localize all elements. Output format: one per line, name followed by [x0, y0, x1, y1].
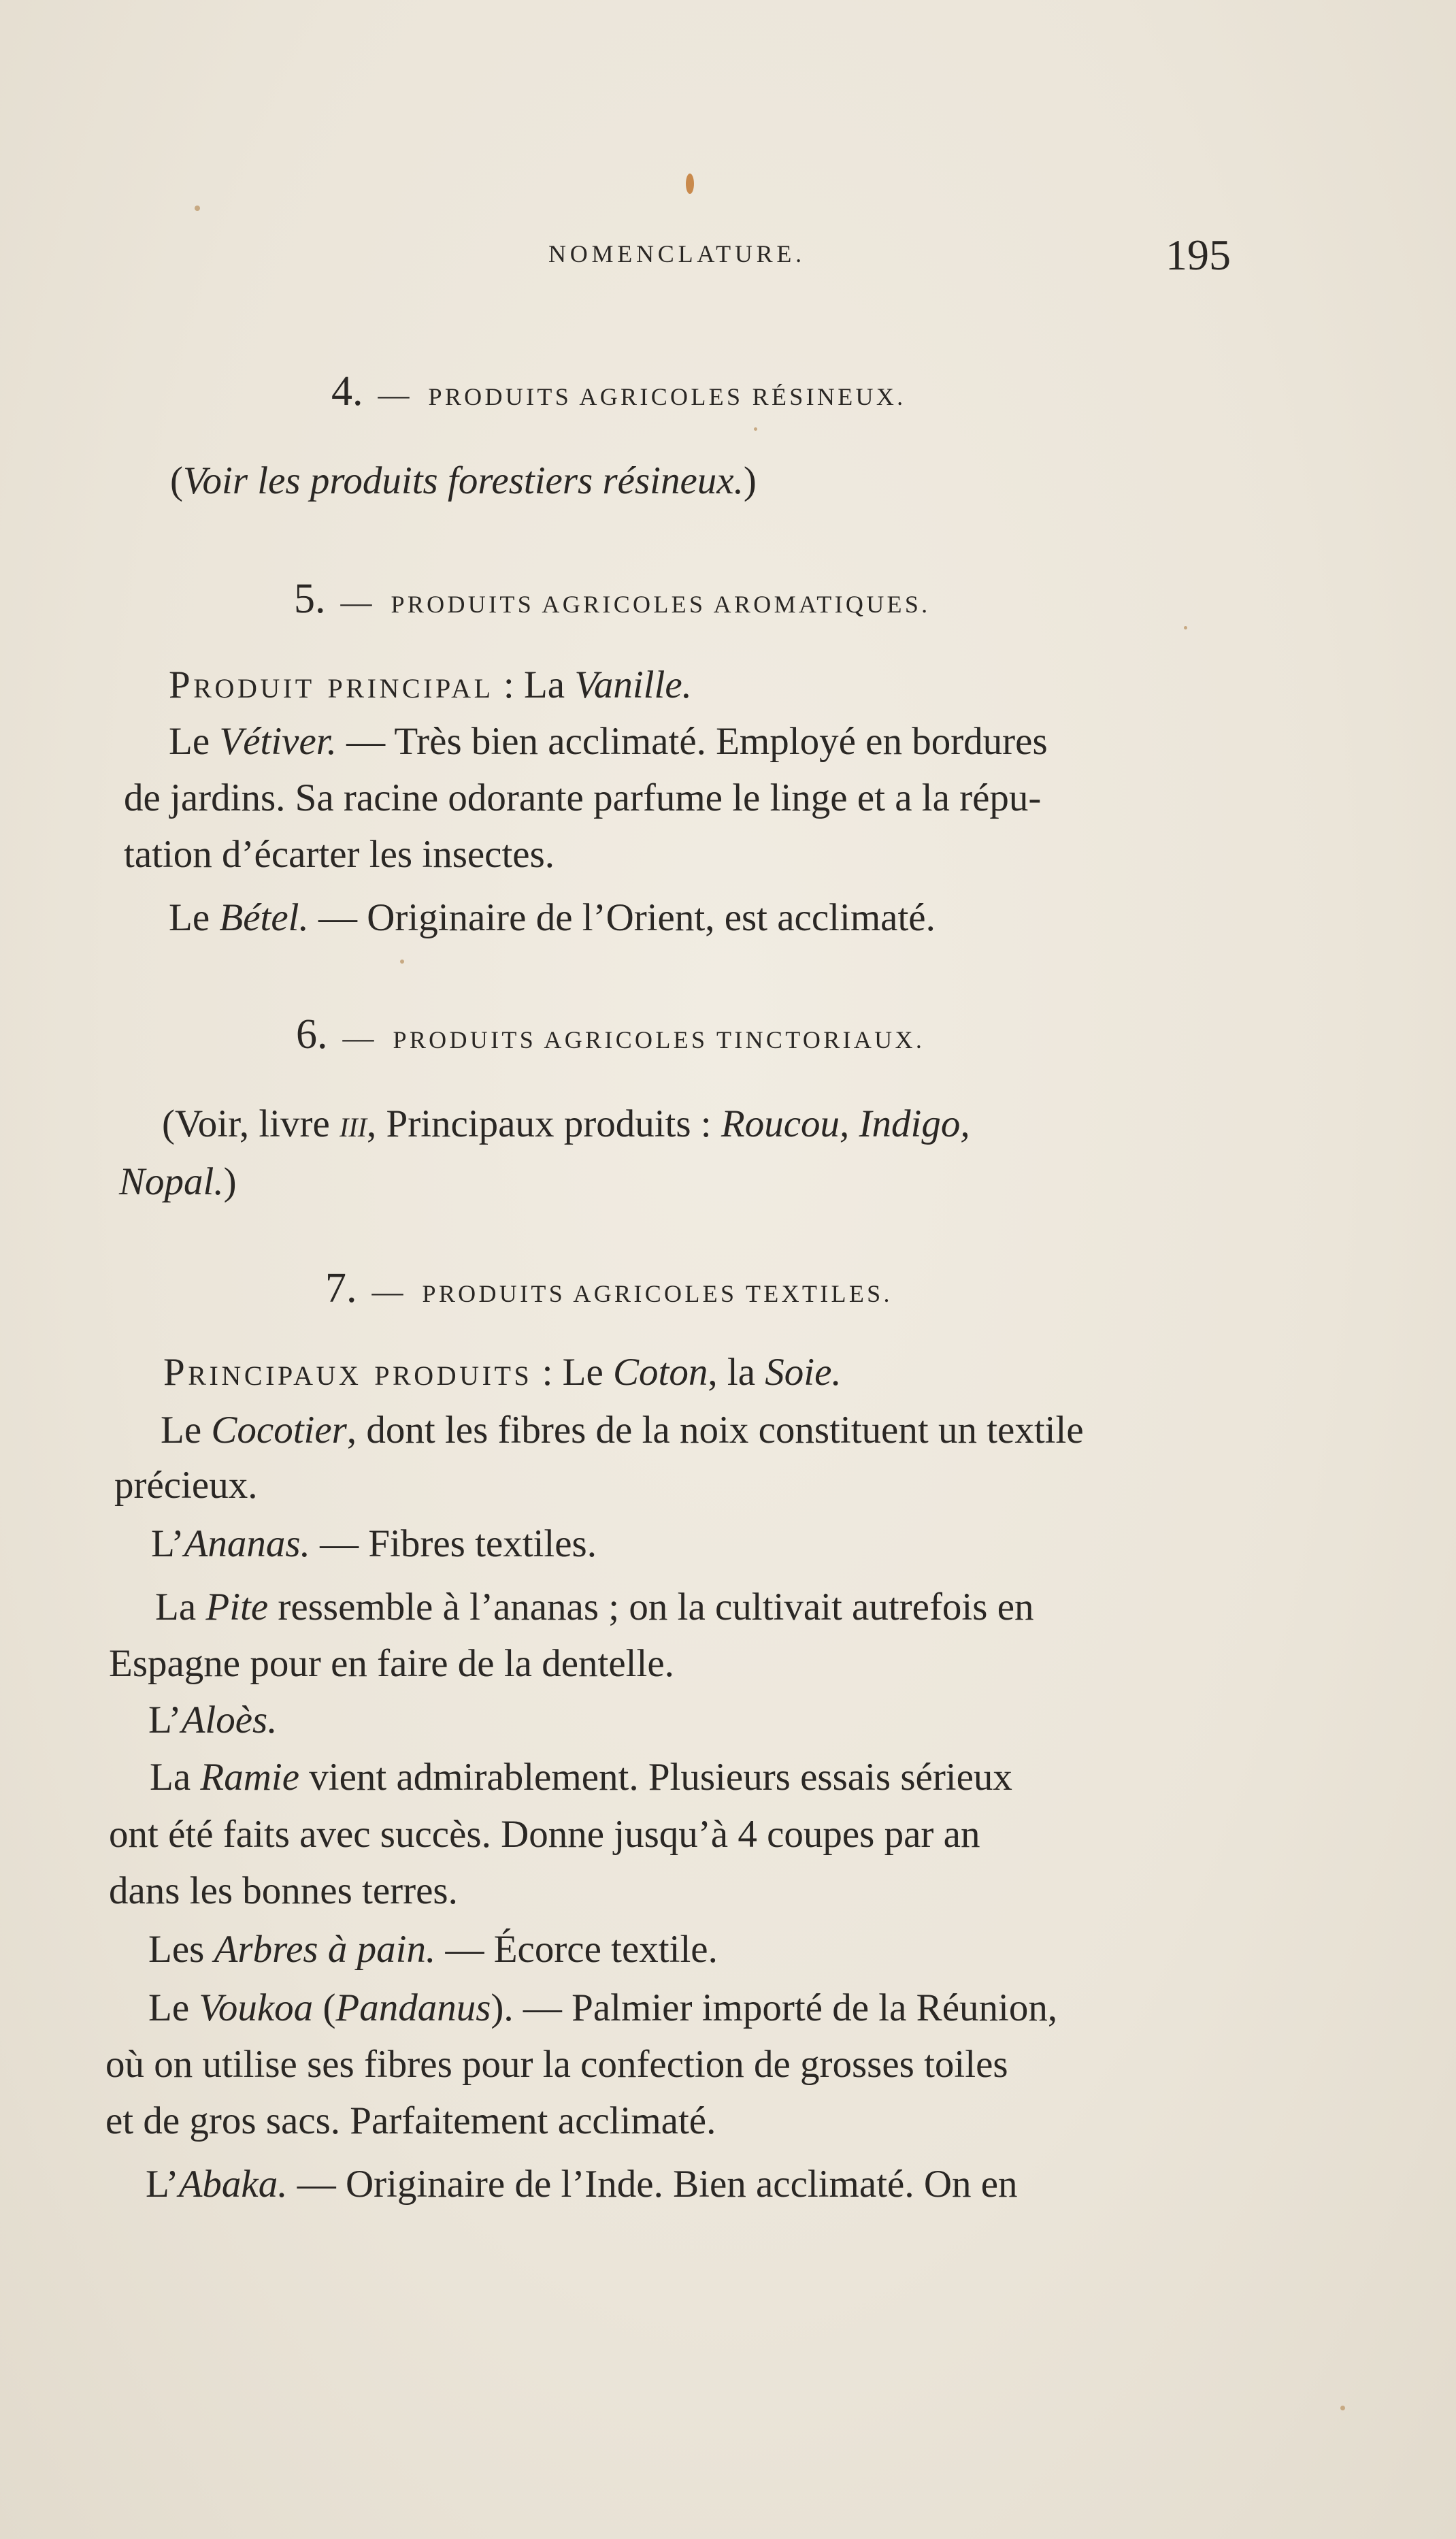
- product-list: Nopal.: [119, 1160, 224, 1203]
- paper-speck: [400, 960, 404, 964]
- section-number: 7.: [325, 1265, 357, 1311]
- principal-value: Vanille.: [574, 664, 692, 706]
- plant-name: Cocotier: [211, 1409, 347, 1452]
- section-4-note: (Voir les produits forestiers résineux.): [170, 459, 757, 502]
- pite-line-1: La Pite ressemble à l’ananas ; on la cultivait autrefois en: [155, 1586, 1034, 1628]
- plant-name: Bétel.: [219, 896, 309, 939]
- section-5-principal: Produit principal : La Vanille.: [169, 664, 692, 706]
- plant-name: Pite: [205, 1586, 269, 1628]
- principal-value: Coton: [613, 1351, 708, 1394]
- section-title: PRODUITS AGRICOLES AROMATIQUES.: [391, 591, 931, 618]
- section-4-heading: [331, 367, 906, 416]
- ramie-line-1: La Ramie vient admirablement. Plusieurs essais sérieux: [150, 1756, 1012, 1799]
- vetiver-line-3: tation d’écarter les insectes.: [124, 833, 555, 876]
- cocotier-line-1: Le Cocotier, dont les fibres de la noix constituent un textile: [161, 1409, 1084, 1452]
- section-7-heading: [325, 1264, 893, 1313]
- voukoa-line-1: Le Voukoa (Pandanus). — Palmier importé de la Réunion,: [148, 1986, 1058, 2029]
- paper-speck: [195, 206, 200, 211]
- pite-line-2: Espagne pour en faire de la dentelle.: [109, 1642, 674, 1685]
- plant-latin-name: Pandanus: [335, 1986, 491, 2029]
- vetiver-line-1: Le Vétiver. — Très bien acclimaté. Employé en bordures: [169, 720, 1048, 763]
- ink-blot-ornament: [686, 174, 694, 194]
- abaka-line: L’Abaka. — Originaire de l’Inde. Bien acclimaté. On en: [146, 2163, 1018, 2206]
- ramie-line-2: ont été faits avec succès. Donne jusqu’à 4 coupes par an: [109, 1813, 980, 1856]
- voukoa-line-3: et de gros sacs. Parfaitement acclimaté.: [105, 2099, 716, 2142]
- paper-speck: [1184, 626, 1187, 629]
- section-7-principal: Principaux produits : Le Coton, la Soie.: [163, 1351, 842, 1394]
- section-number: 6.: [296, 1011, 328, 1058]
- section-5-heading: [294, 575, 931, 623]
- plant-name: Vétiver.: [219, 720, 337, 763]
- section-6-line-1: (Voir, livre iii, Principaux produits : Roucou, Indigo,: [162, 1102, 970, 1145]
- book-number: iii: [340, 1102, 367, 1145]
- section-number: 5.: [294, 576, 326, 622]
- plant-name: Ananas.: [184, 1522, 310, 1565]
- page-number: 195: [1165, 231, 1231, 279]
- aloes-line: L’Aloès.: [148, 1699, 278, 1741]
- arbres-line: Les Arbres à pain. — Écorce textile.: [148, 1928, 718, 1971]
- principal-label: Produit principal: [169, 664, 494, 706]
- paper-speck: [1340, 2406, 1345, 2410]
- section-6-heading: [296, 1011, 925, 1059]
- section-dash: —: [342, 1020, 374, 1055]
- section-title: PRODUITS AGRICOLES RÉSINEUX.: [428, 383, 906, 410]
- note-italic: Voir les produits forestiers résineux.: [182, 459, 744, 502]
- plant-name: Arbres à pain.: [214, 1928, 436, 1971]
- running-title: NOMENCLATURE.: [548, 240, 806, 267]
- section-dash: —: [371, 1274, 403, 1309]
- plant-name: Abaka.: [178, 2163, 288, 2206]
- vetiver-line-2: de jardins. Sa racine odorante parfume le linge et a la répu-: [124, 776, 1042, 819]
- section-title: PRODUITS AGRICOLES TEXTILES.: [422, 1280, 893, 1307]
- principal-value: Soie.: [765, 1351, 842, 1394]
- paper-speck: [754, 427, 757, 431]
- section-dash: —: [378, 377, 410, 412]
- product-list: Roucou, Indigo,: [721, 1102, 970, 1145]
- plant-name: Ramie: [200, 1756, 299, 1799]
- section-number: 4.: [331, 368, 363, 414]
- principal-label: Principaux produits: [163, 1351, 533, 1394]
- voukoa-line-2: où on utilise ses fibres pour la confection de grosses toiles: [105, 2043, 1008, 2086]
- betel-line: Le Bétel. — Originaire de l’Orient, est acclimaté.: [169, 896, 936, 939]
- ananas-line: L’Ananas. — Fibres textiles.: [151, 1522, 597, 1565]
- cocotier-line-2: précieux.: [114, 1464, 258, 1507]
- section-dash: —: [340, 585, 372, 619]
- plant-name: Voukoa: [199, 1986, 314, 2029]
- section-title: PRODUITS AGRICOLES TINCTORIAUX.: [393, 1026, 925, 1053]
- ramie-line-3: dans les bonnes terres.: [109, 1869, 458, 1912]
- section-6-line-2: Nopal.): [119, 1160, 237, 1203]
- plant-name: Aloès.: [181, 1699, 278, 1741]
